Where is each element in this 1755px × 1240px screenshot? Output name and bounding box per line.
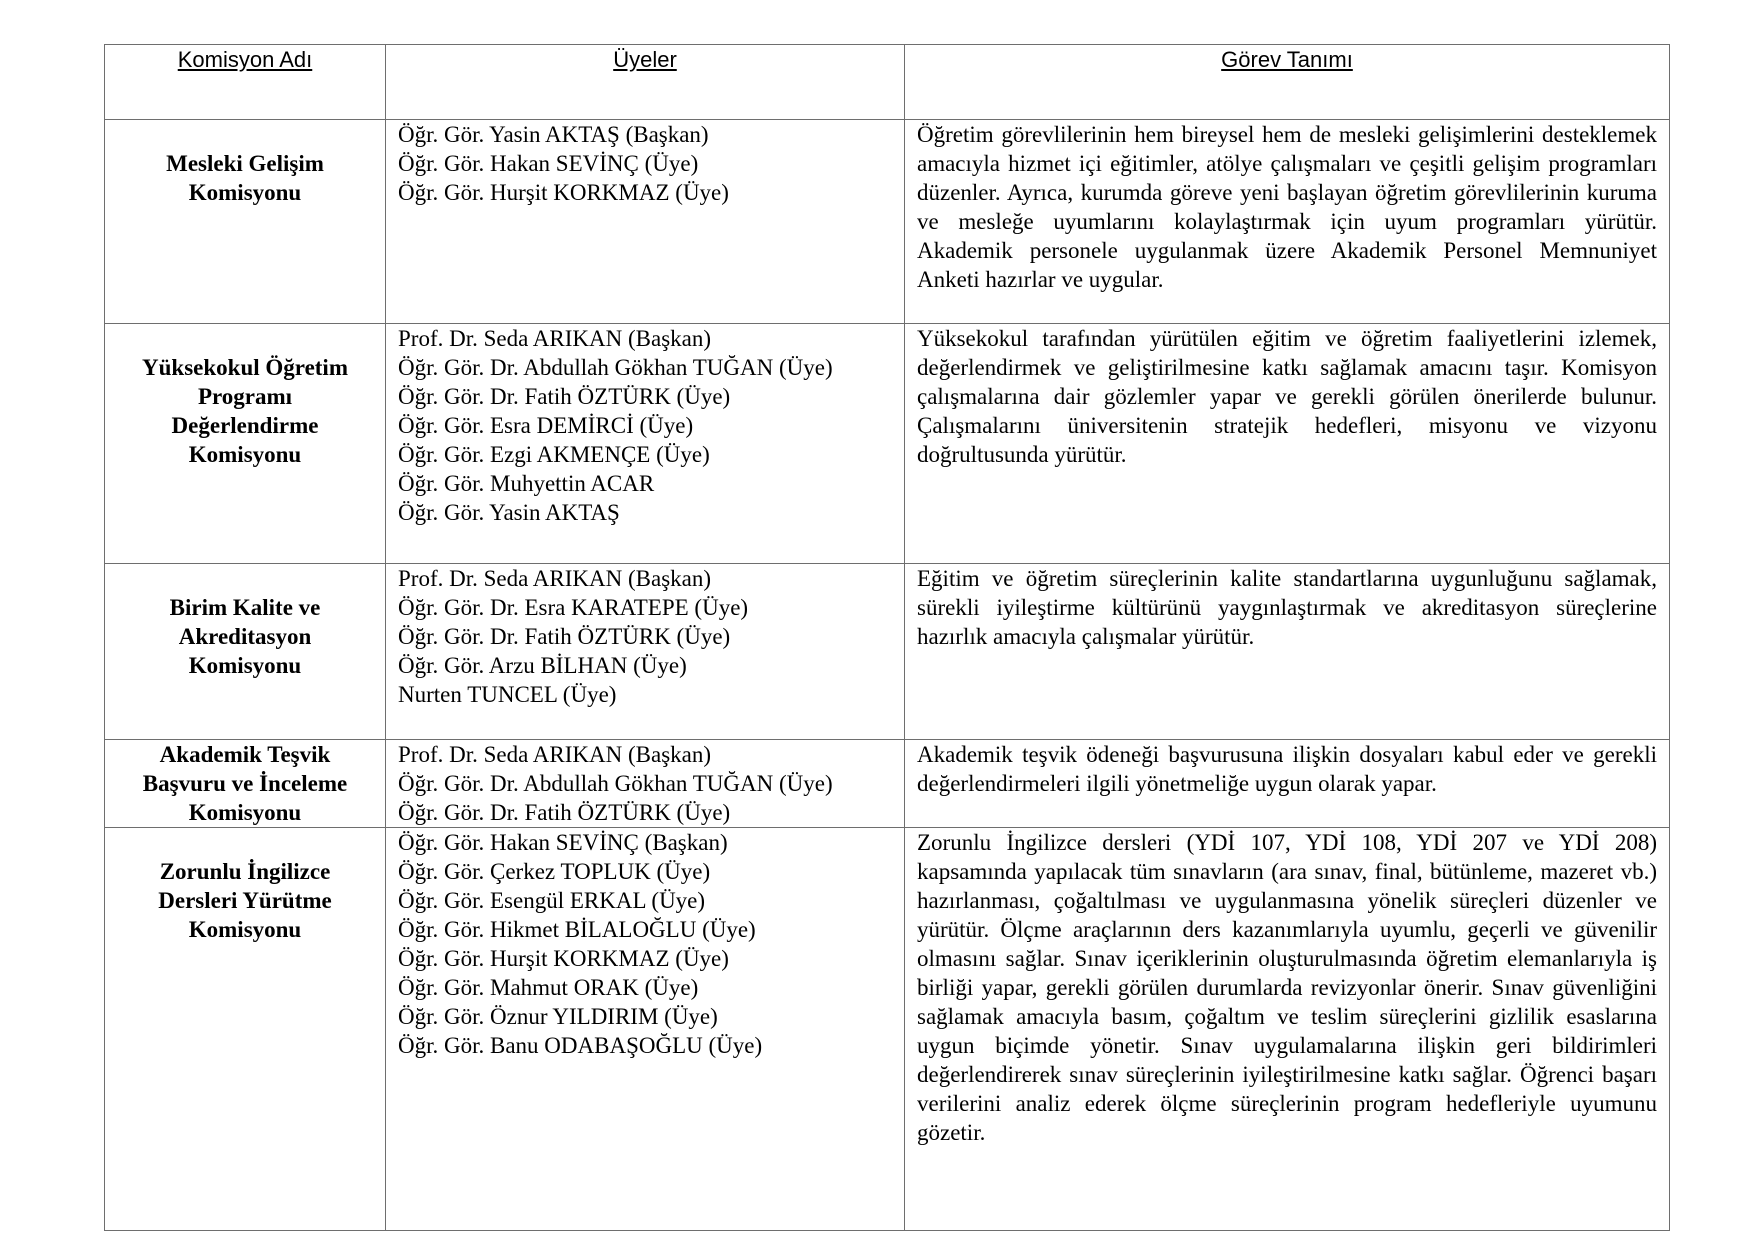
member-item: Öğr. Gör. Dr. Fatih ÖZTÜRK (Üye) — [398, 384, 731, 409]
member-item: Öğr. Gör. Banu ODABAŞOĞLU (Üye) — [398, 1033, 763, 1058]
table-row — [105, 120, 1670, 324]
duty-description: Eğitim ve öğretim süreçlerinin kalite standartlarına uygunluğunu sağlamak, sürekli iyileştirme kültürünü yaygınlaştırmak ve akreditasyon süreçlerine hazırlık amacıyla çalışmalar yürütür. — [905, 564, 1670, 740]
member-item: Öğr. Gör. Hikmet BİLALOĞLU (Üye) — [398, 917, 756, 942]
duty-description: Yüksekokul tarafından yürütülen eğitim ve öğretim faaliyetlerini izlemek, değerlendirmek ve geliştirilmesine katkı sağlamak amacını taşır. Komisyon çalışmalarına dair gözlemler yapar ve gerekli görülen önerilerde bulunur. Çalışmalarını üniversitenin stratejik hedefleri, misyonu ve vizyonu doğrultusunda yürütür. — [905, 324, 1670, 564]
document-page — [104, 44, 1669, 1231]
member-item: Nurten TUNCEL (Üye) — [398, 682, 617, 707]
members-cell — [386, 324, 905, 564]
commission-name: Birim Kalite ve Akreditasyon Komisyonu — [169, 595, 321, 678]
duty-description: Öğretim görevlilerinin hem bireysel hem de mesleki gelişimlerini desteklemek amacıyla hizmet içi eğitimler, atölye çalışmaları ve çeşitli gelişim programları düzenler. Ayrıca, kurumda göreve yeni başlayan öğretim görevlilerinin kuruma ve mesleğe uyumlarını kolaylaştırmak için uyum programları yürütür. Akademik personele uygulanmak üzere Akademik Personel Memnuniyet Anketi hazırlar ve uygular. — [905, 120, 1670, 324]
commission-name-cell — [105, 324, 386, 564]
member-item: Öğr. Gör. Arzu BİLHAN (Üye) — [398, 653, 687, 678]
member-item: Prof. Dr. Seda ARIKAN (Başkan) — [398, 742, 712, 767]
commission-name: Mesleki Gelişim Komisyonu — [166, 151, 324, 205]
member-item: Öğr. Gör. Mahmut ORAK (Üye) — [398, 975, 699, 1000]
member-item: Öğr. Gör. Ezgi AKMENÇE (Üye) — [398, 442, 710, 467]
member-item: Öğr. Gör. Dr. Esra KARATEPE (Üye) — [398, 595, 749, 620]
members-cell — [386, 740, 905, 828]
member-item: Öğr. Gör. Esengül ERKAL (Üye) — [398, 888, 706, 913]
header-duty-description: Görev Tanımı — [905, 45, 1670, 120]
member-item: Prof. Dr. Seda ARIKAN (Başkan) — [398, 326, 712, 351]
commission-name: Akademik Teşvik Başvuru ve İnceleme Komisyonu — [142, 742, 348, 825]
member-item: Öğr. Gör. Öznur YILDIRIM (Üye) — [398, 1004, 718, 1029]
member-item: Öğr. Gör. Dr. Abdullah Gökhan TUĞAN (Üye) — [398, 771, 833, 796]
table-row — [105, 324, 1670, 564]
table-row — [105, 828, 1670, 1231]
duty-description: Zorunlu İngilizce dersleri (YDİ 107, YDİ 108, YDİ 207 ve YDİ 208) kapsamında yapılacak tüm sınavların (ara sınav, final, bütünleme, mazeret vb.) hazırlanması, çoğaltılması ve uygulanmasına yönelik süreçleri düzenler ve yürütür. Ölçme araçlarının ders kazanımlarıyla uyumlu, geçerli ve güvenilir olmasını sağlar. Sınav içeriklerinin oluşturulmasında öğretim elemanlarıyla iş birliği yapar, gerekli görülen durumlarda revizyonlar önerir. Sınav güvenliğini sağlamak amacıyla basım, çoğaltım ve teslim süreçlerini gizlilik esaslarına uygun biçimde yönetir. Sınav uygulamalarına ilişkin geri bildirimleri değerlendirerek sınav süreçlerinin iyileştirilmesine katkı sağlar. Öğrenci başarı verilerini analiz ederek ölçme süreçlerinin program hedefleriyle uyumunu gözetir. — [905, 828, 1670, 1231]
member-item: Öğr. Gör. Yasin AKTAŞ (Başkan) — [398, 122, 709, 147]
commission-name: Zorunlu İngilizce Dersleri Yürütme Komisyonu — [158, 859, 332, 942]
commission-name-cell — [105, 564, 386, 740]
member-item: Öğr. Gör. Hakan SEVİNÇ (Başkan) — [398, 830, 728, 855]
commission-name: Yüksekokul Öğretim Programı Değerlendirme Komisyonu — [142, 355, 348, 467]
commission-name-cell — [105, 740, 386, 828]
header-commission-name: Komisyon Adı — [105, 45, 386, 120]
member-item: Öğr. Gör. Hurşit KORKMAZ (Üye) — [398, 180, 729, 205]
member-item: Öğr. Gör. Hakan SEVİNÇ (Üye) — [398, 151, 699, 176]
member-item: Öğr. Gör. Hurşit KORKMAZ (Üye) — [398, 946, 729, 971]
duty-description: Akademik teşvik ödeneği başvurusuna ilişkin dosyaları kabul eder ve gerekli değerlendirmeleri ilgili yönetmeliğe uygun olarak yapar. — [905, 740, 1670, 828]
members-cell — [386, 564, 905, 740]
member-item: Öğr. Gör. Yasin AKTAŞ — [398, 500, 620, 525]
table-row — [105, 740, 1670, 828]
member-item: Öğr. Gör. Çerkez TOPLUK (Üye) — [398, 859, 711, 884]
members-cell — [386, 120, 905, 324]
member-item: Prof. Dr. Seda ARIKAN (Başkan) — [398, 566, 712, 591]
member-item: Öğr. Gör. Esra DEMİRCİ (Üye) — [398, 413, 694, 438]
member-item: Öğr. Gör. Muhyettin ACAR — [398, 471, 655, 496]
member-item: Öğr. Gör. Dr. Fatih ÖZTÜRK (Üye) — [398, 624, 731, 649]
member-item: Öğr. Gör. Dr. Abdullah Gökhan TUĞAN (Üye) — [398, 355, 833, 380]
commission-name-cell — [105, 828, 386, 1231]
table-row — [105, 564, 1670, 740]
commission-name-cell — [105, 120, 386, 324]
table-header-row — [105, 45, 1670, 120]
member-item: Öğr. Gör. Dr. Fatih ÖZTÜRK (Üye) — [398, 800, 731, 825]
members-cell — [386, 828, 905, 1231]
commissions-table — [104, 44, 1670, 1231]
header-members: Üyeler — [386, 45, 905, 120]
